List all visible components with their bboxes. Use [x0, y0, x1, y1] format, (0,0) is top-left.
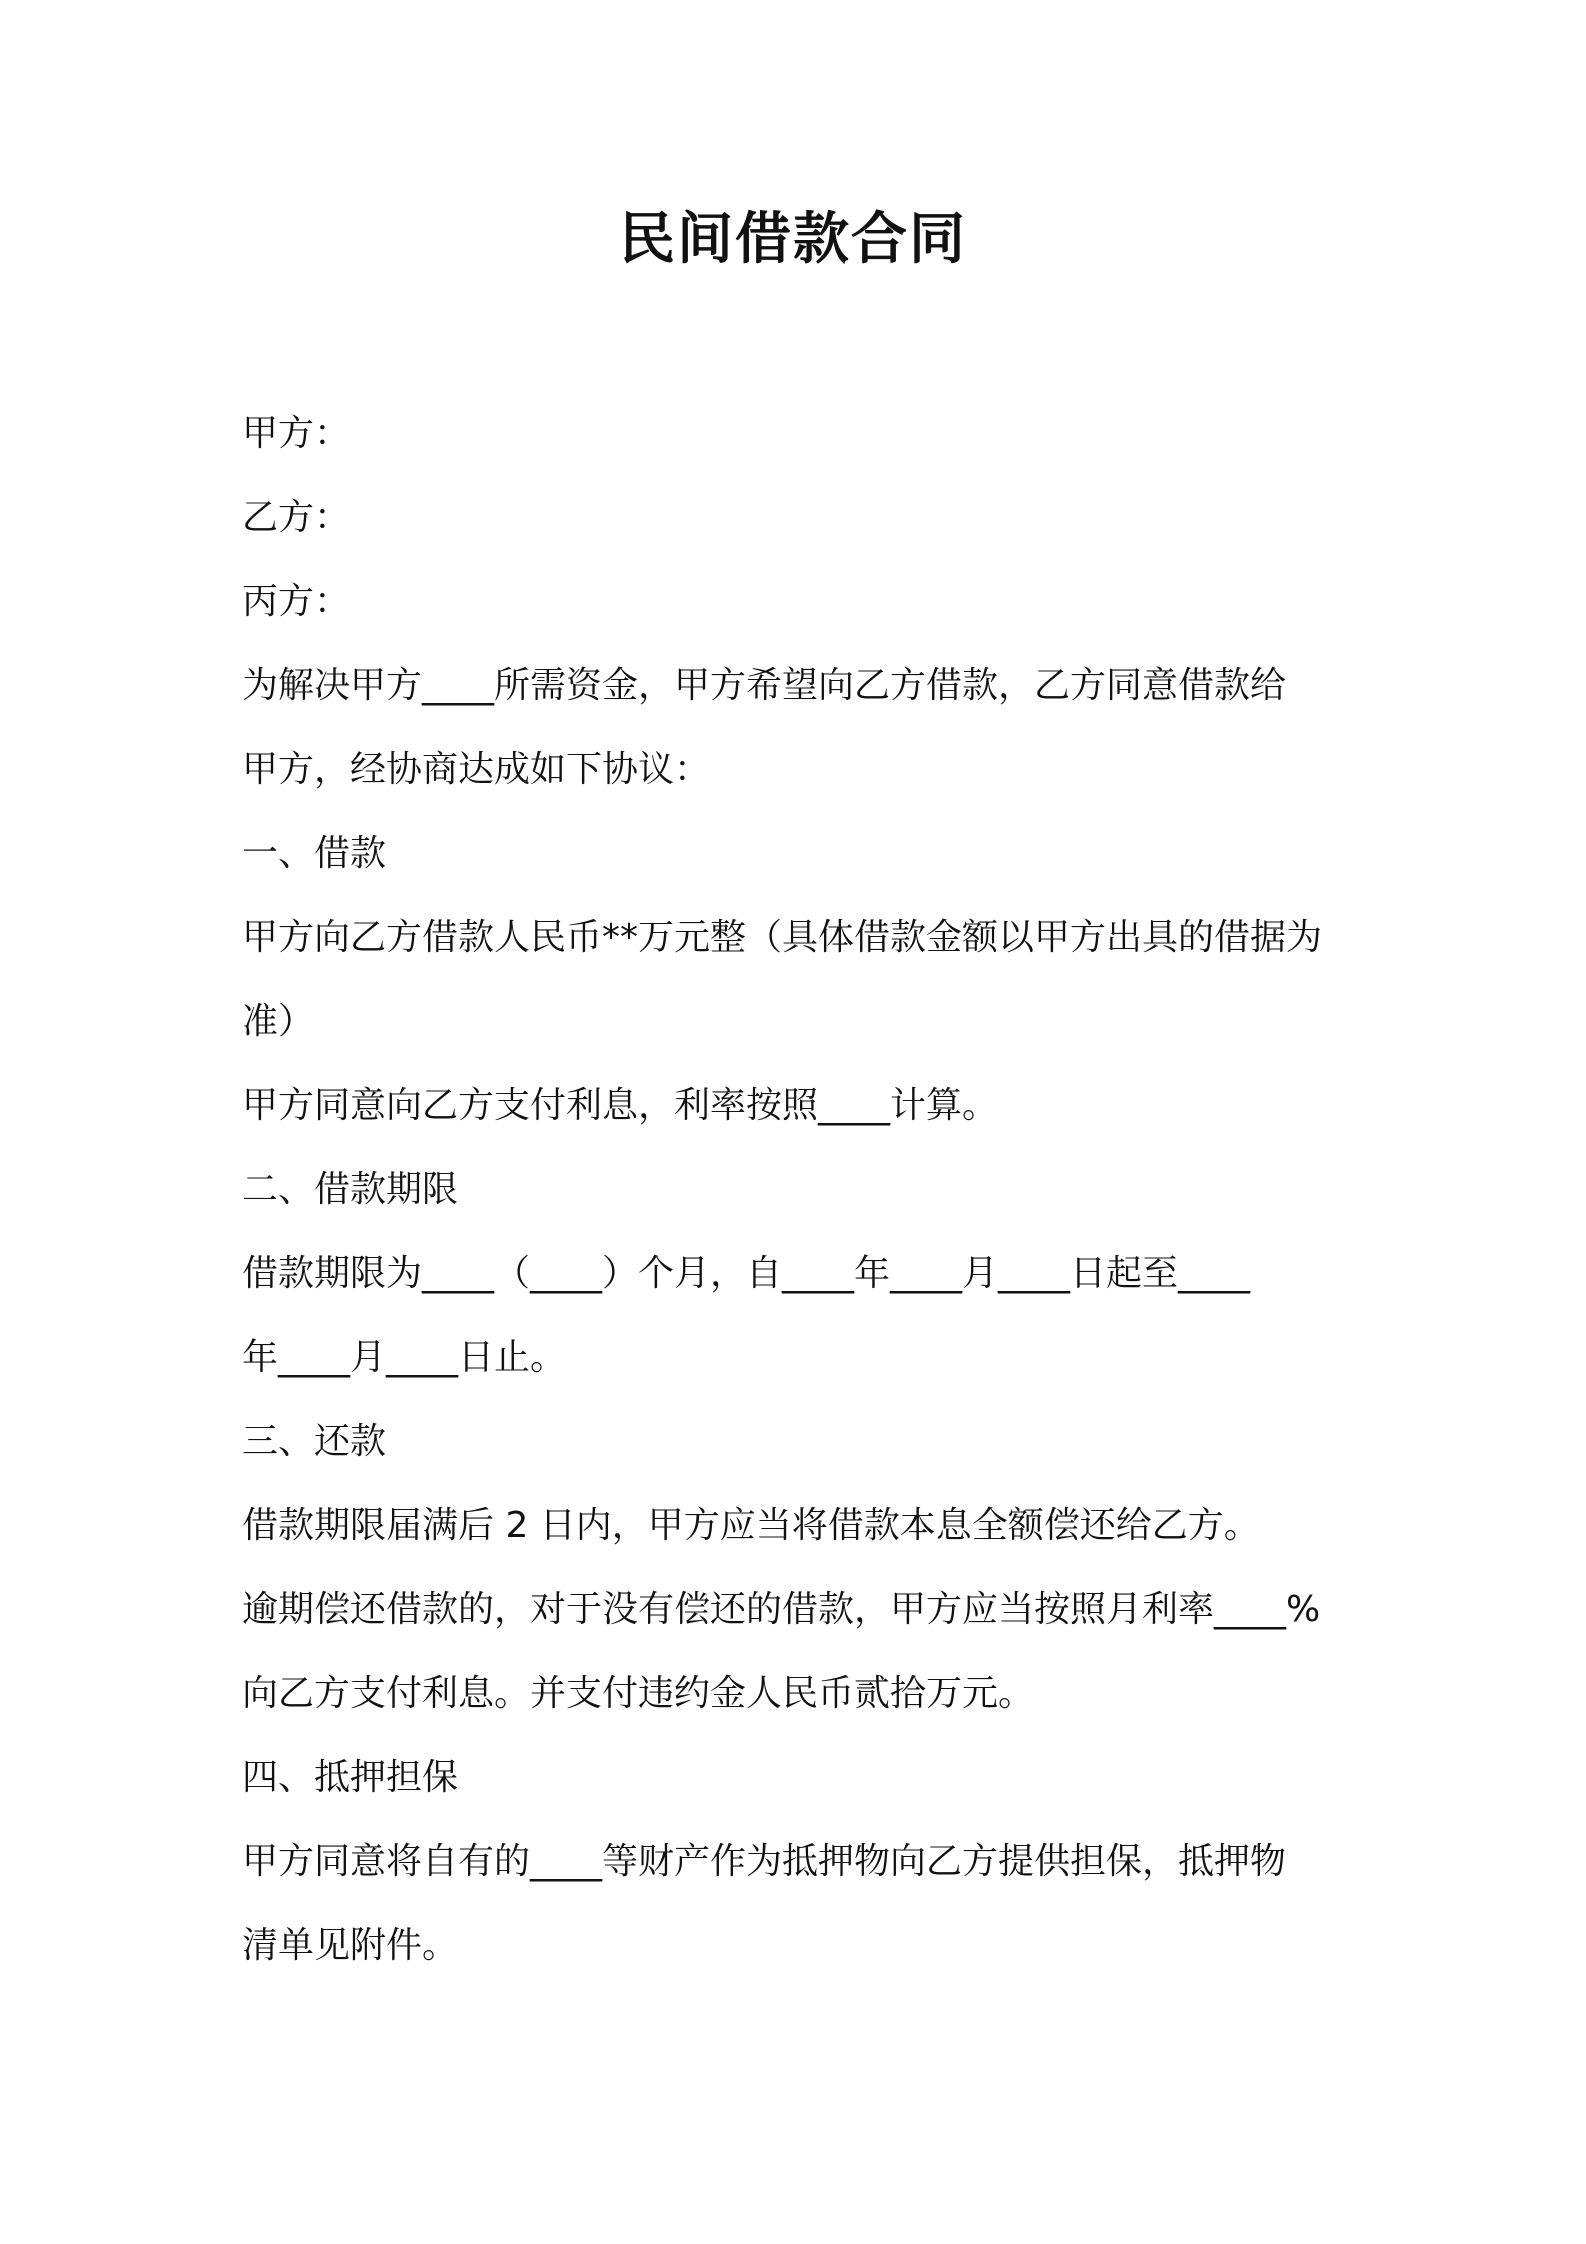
- repayment-clause: 借款期限届满后 2 日内，甲方应当将借款本息全额偿还给乙方。: [242, 1505, 1260, 1546]
- overdue-clause-line-1: 逾期偿还借款的，对于没有偿还的借款，甲方应当按照月利率____%: [242, 1589, 1321, 1630]
- section-1-heading: 一、借款: [242, 833, 387, 874]
- loan-amount-line-2: 准）: [242, 1001, 315, 1042]
- interest-clause: 甲方同意向乙方支付利息，利率按照____计算。: [242, 1085, 999, 1126]
- overdue-clause-line-2: 向乙方支付利息。并支付违约金人民币贰拾万元。: [242, 1673, 1035, 1714]
- section-4-heading: 四、抵押担保: [242, 1757, 459, 1798]
- party-b-label: 乙方：: [242, 497, 351, 538]
- party-c-label: 丙方：: [242, 581, 351, 622]
- intro-text-line-2: 甲方，经协商达成如下协议：: [242, 749, 711, 790]
- party-a-label: 甲方：: [242, 413, 351, 454]
- section-3-heading: 三、还款: [242, 1421, 387, 1462]
- collateral-clause-line-1: 甲方同意将自有的____等财产作为抵押物向乙方提供担保，抵押物: [242, 1841, 1287, 1882]
- term-clause-line-1: 借款期限为____（____）个月，自____年____月____日起至____: [242, 1253, 1251, 1294]
- intro-text-line-1: 为解决甲方____所需资金，甲方希望向乙方借款，乙方同意借款给: [242, 665, 1287, 706]
- loan-amount-line-1: 甲方向乙方借款人民币**万元整（具体借款金额以甲方出具的借据为: [242, 917, 1323, 958]
- section-2-heading: 二、借款期限: [242, 1169, 459, 1210]
- document-title: 民间借款合同: [619, 207, 967, 272]
- collateral-clause-line-2: 清单见附件。: [242, 1925, 459, 1966]
- term-clause-line-2: 年____月____日止。: [242, 1337, 567, 1378]
